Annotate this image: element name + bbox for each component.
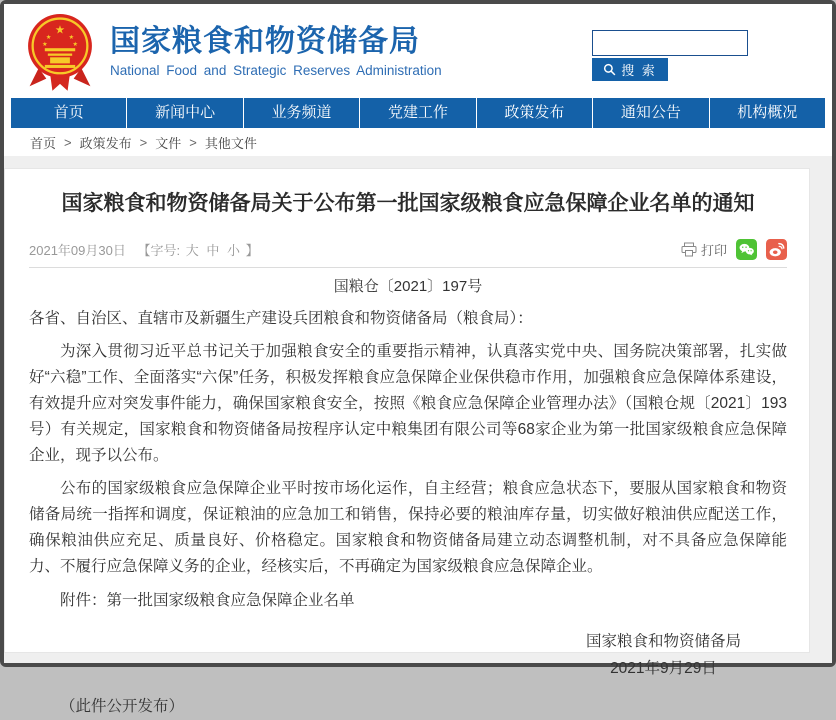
nav-item-about[interactable]: 机构概况 (737, 104, 798, 121)
print-button[interactable] (681, 240, 727, 259)
site-title: 国家粮食和物资储备局 (110, 25, 420, 58)
font-size-control (137, 243, 258, 258)
content-area (4, 156, 832, 715)
site-header (4, 4, 832, 98)
svg-text:★: ★ (68, 34, 75, 42)
font-size-large[interactable]: 大 (185, 242, 199, 258)
nav-item-home[interactable]: 首页 (11, 98, 127, 128)
search-icon (603, 63, 616, 76)
breadcrumb-home[interactable]: 首页 (30, 135, 57, 151)
article-title: 国家粮食和物资储备局关于公布第一批国家级粮食应急保障企业名单的通知 (61, 192, 755, 215)
paragraph-1: 为深入贯彻习近平总书记关于加强粮食安全的重要指示精神，认真落实党中央、国务院决策部署，扎实做好“六稳”工作、全面落实“六保”任务，积极发挥粮食应急保障企业保供稳市作用，加强粮食应急保障体系建设，有效提升应对突发事件能力，确保国家粮食安全，按照《粮食应急保障企业管理办法》（国粮仓规〔2021〕193号）有关规定，国家粮食和物资储备局按程序认定中粮集团有限公司等68家企业为第一批国家级粮食应急保障企业，现予以公布。 (29, 343, 787, 464)
main-nav (11, 98, 825, 128)
paragraph-2: 公布的国家级粮食应急保障企业平时按市场化运作，自主经营；粮食应急状态下，要服从国家粮食和物资储备局统一指挥和调度，保证粮油的应急加工和销售，保持必要的粮油库存量，切实做好粮油供应配送工作，确保粮油供应充足、质量良好、价格稳定。国家粮食和物资储备局建立动态调整机制，对不具备应急保障能力、不履行应急保障义务的企业，经核实后，不再确定为国家级粮食应急保障企业。 (29, 480, 787, 575)
font-size-suffix: 】 (245, 242, 259, 258)
search-input[interactable] (592, 30, 748, 56)
signature-block (586, 628, 741, 682)
font-size-small[interactable]: 小 (227, 242, 241, 258)
article-meta-row (29, 237, 787, 261)
svg-text:★: ★ (72, 40, 78, 48)
wechat-share-icon[interactable] (736, 239, 757, 260)
addressee-line: 各省、自治区、直辖市及新疆生产建设兵团粮食和物资储备局（粮食局）： (29, 310, 533, 327)
breadcrumb-policy[interactable]: 政策发布 (79, 135, 132, 151)
search-button[interactable] (592, 58, 668, 81)
svg-text:★: ★ (45, 34, 52, 42)
breadcrumb-other-documents[interactable]: 其他文件 (204, 135, 257, 151)
nav-item-party[interactable]: 党建工作 (360, 98, 476, 128)
publish-date: 2021年09月30日 (29, 242, 126, 258)
site-subtitle: National Food and Strategic Reserves Administration (110, 63, 442, 78)
public-release-note: （此件公开发布） (60, 698, 185, 715)
signer-name: 国家粮食和物资储备局 (585, 633, 741, 650)
breadcrumb-separator: > (189, 134, 197, 150)
breadcrumb-separator: > (139, 134, 148, 150)
article-meta (29, 240, 259, 259)
search-area (592, 30, 748, 81)
font-size-medium[interactable]: 中 (206, 242, 220, 258)
print-label: 打印 (700, 242, 727, 258)
national-emblem-icon (22, 10, 98, 94)
printer-icon (681, 242, 697, 257)
breadcrumb (4, 128, 832, 156)
nav-item-notices[interactable]: 通知公告 (593, 98, 709, 128)
search-button-label: 搜 索 (621, 63, 657, 78)
meta-divider (29, 267, 787, 268)
svg-text:★: ★ (42, 40, 48, 48)
weibo-share-icon[interactable] (766, 239, 787, 260)
article-actions (681, 239, 787, 260)
nav-item-news[interactable]: 新闻中心 (127, 98, 243, 128)
doc-number: 国粮仓〔2021〕197号 (333, 278, 483, 295)
breadcrumb-separator: > (64, 134, 72, 150)
svg-text:★: ★ (54, 24, 66, 37)
breadcrumb-documents[interactable]: 文件 (155, 135, 182, 151)
sign-date: 2021年9月29日 (610, 660, 717, 677)
nav-item-business[interactable]: 业务频道 (244, 98, 360, 128)
nav-item-policy[interactable]: 政策发布 (477, 98, 593, 128)
article-card (4, 168, 810, 715)
brand (110, 24, 442, 78)
font-size-prefix: 【字号: (137, 242, 181, 258)
attachment-line: 附件：第一批国家级粮食应急保障企业名单 (60, 592, 355, 609)
